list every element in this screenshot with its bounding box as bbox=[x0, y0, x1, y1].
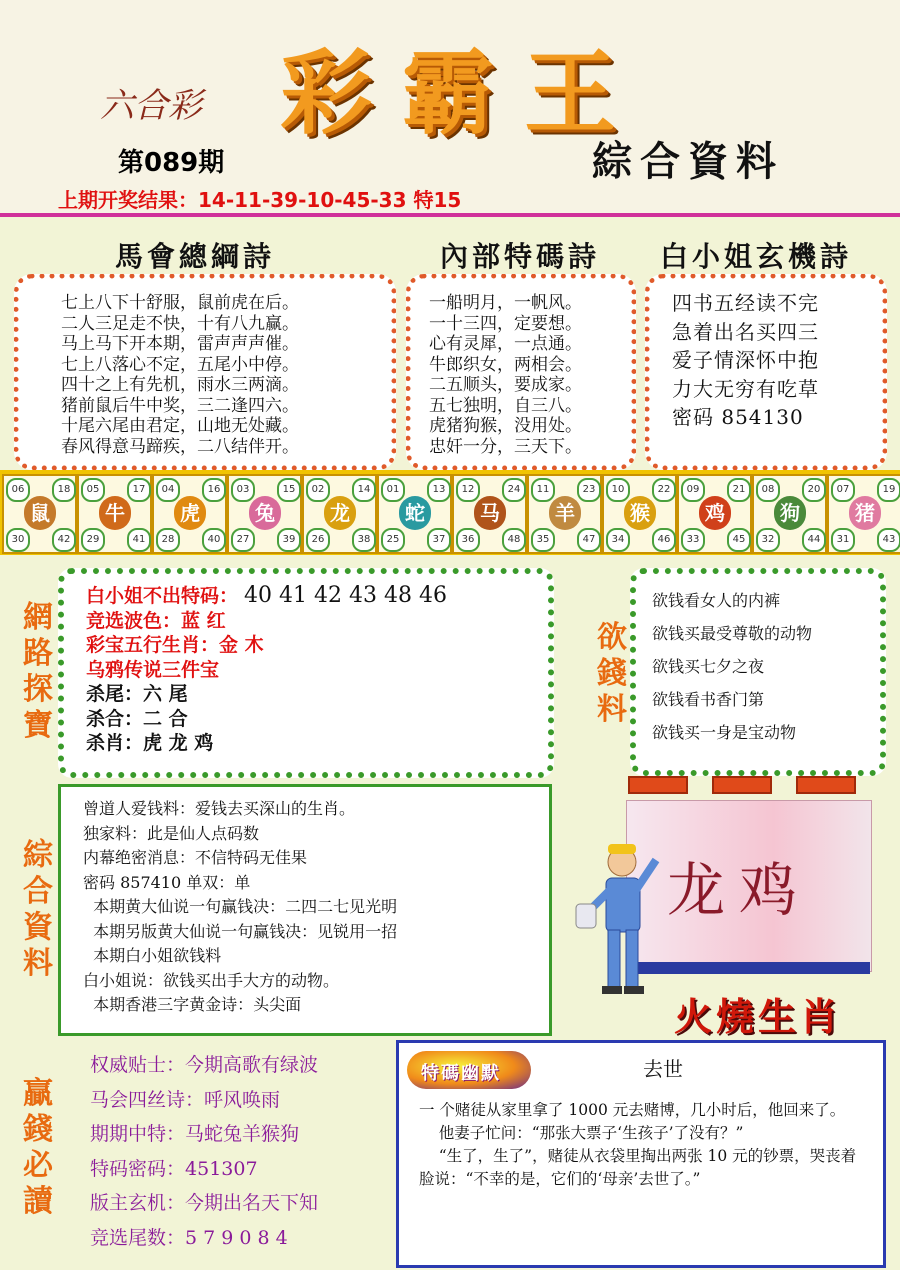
zodiac-number: 04 bbox=[156, 478, 180, 502]
humor-text bbox=[419, 1099, 865, 1191]
humor-paragraph: 一 个赌徒从家里拿了 1000 元去赌博，几小时后，他回来了。 bbox=[419, 1101, 846, 1119]
zodiac-number: 10 bbox=[606, 478, 630, 502]
no-special-label: 白小姐不出特码： bbox=[86, 585, 239, 607]
zodiac-card bbox=[377, 474, 452, 554]
poem-line: 五七独明，自三八。 bbox=[429, 395, 582, 416]
zodiac-number: 27 bbox=[231, 528, 255, 552]
zodiac-card bbox=[227, 474, 302, 554]
mid-poem-lines bbox=[429, 293, 582, 457]
zodiac-number: 28 bbox=[156, 528, 180, 552]
zonghe-line: 密码 857410 单双：单 bbox=[83, 872, 251, 892]
zonghe-lines bbox=[83, 797, 397, 1018]
side-label-char: 寶 bbox=[23, 708, 53, 743]
board-post-1 bbox=[628, 776, 688, 794]
yingqian-label: 期期中特： bbox=[90, 1123, 186, 1145]
zodiac-number: 42 bbox=[52, 528, 76, 552]
zodiac-number: 01 bbox=[381, 478, 405, 502]
side-label-char: 讀 bbox=[23, 1184, 53, 1219]
poem-line: 爱子情深怀中抱 bbox=[672, 348, 819, 372]
zodiac-number: 47 bbox=[577, 528, 601, 552]
zodiac-card bbox=[752, 474, 827, 554]
zonghe-line: 白小姐说：欲钱买出手大方的动物。 bbox=[83, 970, 340, 990]
poem-line: 心有灵犀，一点通。 bbox=[429, 334, 582, 354]
poem-line: 密码 854130 bbox=[672, 405, 804, 429]
poem-line: 急着出名买四三 bbox=[672, 319, 819, 344]
side-label-char: 欲 bbox=[597, 620, 627, 655]
zonghe-line: 本期白小姐欲钱料 bbox=[83, 946, 222, 965]
yuqian-item: 欲钱看女人的内裤 bbox=[652, 591, 781, 610]
yingqian-label: 特码密码： bbox=[90, 1157, 186, 1180]
poem-line: 四书五经读不完 bbox=[672, 291, 819, 315]
zonghe-side-label bbox=[20, 838, 56, 982]
yingqian-row bbox=[90, 1085, 280, 1117]
side-label-char: 錢 bbox=[23, 1112, 53, 1147]
side-label-char: 路 bbox=[23, 636, 53, 671]
humor-paragraph: “生了，生了”，赌徒从衣袋里掏出两张 10 元的钞票，哭丧着脸说：“不幸的是，它们的‘母亲’去世了。” bbox=[419, 1147, 857, 1188]
zonghe-box bbox=[58, 784, 552, 1036]
zodiac-card bbox=[677, 474, 752, 554]
side-label-char: 錢 bbox=[597, 656, 627, 691]
zodiac-number: 12 bbox=[456, 478, 480, 502]
yingqian-value: 今期高歌有绿波 bbox=[185, 1054, 319, 1076]
zodiac-number: 33 bbox=[681, 528, 705, 552]
yingqian-value: 今期出名天下知 bbox=[185, 1192, 319, 1214]
crow-legend: 乌鸦传说三件宝 bbox=[86, 658, 220, 681]
poem-line: 猪前鼠后牛中奖，三二逢四六。 bbox=[61, 395, 299, 416]
zodiac-number: 05 bbox=[81, 478, 105, 502]
poem-line: 忠奸一分，三天下。 bbox=[429, 436, 582, 457]
zodiac-number: 37 bbox=[427, 528, 451, 552]
right-poem-lines bbox=[672, 289, 819, 432]
zonghe-line: 本期香港三字黄金诗：头尖面 bbox=[83, 995, 302, 1014]
zodiac-number: 08 bbox=[756, 478, 780, 502]
zodiac-number: 03 bbox=[231, 478, 255, 502]
signboard-base bbox=[626, 962, 870, 974]
zodiac-card bbox=[527, 474, 602, 554]
kill-he: 杀合：二 合 bbox=[86, 707, 188, 730]
left-poem-box bbox=[14, 274, 396, 470]
wave-color: 竞选波色：蓝 红 bbox=[86, 609, 226, 632]
zodiac-strip bbox=[0, 470, 900, 555]
zodiac-animal-icon: 牛 bbox=[99, 496, 131, 530]
side-label-char: 資 bbox=[23, 910, 53, 945]
zonghe-line: 独家料：此是仙人点码数 bbox=[83, 823, 260, 843]
last-result-label: 上期开奖结果： bbox=[58, 188, 198, 212]
humor-title: 去世 bbox=[643, 1057, 683, 1081]
side-label-char: 必 bbox=[23, 1148, 53, 1183]
zodiac-number: 45 bbox=[727, 528, 751, 552]
mid-poem-box bbox=[406, 274, 636, 470]
last-result-special: 特15 bbox=[413, 188, 462, 212]
brand-subtitle: 綜合資料 bbox=[592, 138, 784, 185]
yingqian-row bbox=[90, 1223, 288, 1255]
zodiac-number: 35 bbox=[531, 528, 555, 552]
zodiac-number: 25 bbox=[381, 528, 405, 552]
side-label-char: 贏 bbox=[23, 1076, 53, 1111]
zodiac-animal-icon: 鼠 bbox=[24, 496, 56, 530]
zodiac-animal-icon: 兔 bbox=[249, 496, 281, 530]
wuxing: 彩宝五行生肖：金 木 bbox=[86, 634, 264, 656]
zodiac-number: 22 bbox=[652, 478, 676, 502]
poem-line: 一船明月，一帆风。 bbox=[429, 293, 582, 313]
yingqian-row bbox=[90, 1119, 299, 1151]
left-poem-title: 馬會總綱詩 bbox=[115, 240, 276, 273]
zodiac-number: 26 bbox=[306, 528, 330, 552]
yuqian-side-label bbox=[594, 620, 630, 728]
humor-paragraph: 他妻子忙问：“那张大票子‘生孩子’了没有？” bbox=[419, 1124, 744, 1142]
wanglu-box bbox=[58, 568, 554, 778]
zodiac-number: 32 bbox=[756, 528, 780, 552]
painter-figure bbox=[566, 840, 662, 1000]
wanglu-content bbox=[86, 584, 447, 756]
zodiac-animal-icon: 龙 bbox=[324, 496, 356, 530]
side-label-char: 綜 bbox=[23, 838, 53, 873]
brand-title: 彩霸王 bbox=[280, 39, 647, 147]
yingqian-label: 版主玄机： bbox=[90, 1192, 186, 1214]
zonghe-line: 本期黄大仙说一句赢钱决：二四二七见光明 bbox=[83, 897, 398, 916]
board-post-3 bbox=[796, 776, 856, 794]
zodiac-number: 23 bbox=[577, 478, 601, 502]
right-poem-box bbox=[645, 274, 887, 470]
zodiac-number: 14 bbox=[352, 478, 376, 502]
board-post-2 bbox=[712, 776, 772, 794]
zodiac-card bbox=[152, 474, 227, 554]
humor-box bbox=[396, 1040, 886, 1268]
poem-line: 一十三四，定要想。 bbox=[429, 313, 582, 334]
yingqian-value: 呼风唤雨 bbox=[204, 1088, 281, 1111]
kill-tail: 杀尾：六 尾 bbox=[86, 683, 188, 705]
zodiac-number: 20 bbox=[802, 478, 826, 502]
signboard bbox=[626, 800, 872, 972]
zodiac-card bbox=[2, 474, 77, 554]
yingqian-row bbox=[90, 1188, 318, 1220]
zodiac-animal-icon: 猴 bbox=[624, 496, 656, 530]
zodiac-number: 09 bbox=[681, 478, 705, 502]
yingqian-value: 马蛇兔羊猴狗 bbox=[185, 1123, 300, 1145]
yingqian-row bbox=[90, 1154, 258, 1186]
no-special-row bbox=[86, 584, 447, 609]
yingqian-value: 451307 bbox=[185, 1157, 258, 1180]
yuqian-item: 欲钱买七夕之夜 bbox=[652, 657, 765, 676]
kill-xiao: 杀肖：虎 龙 鸡 bbox=[86, 732, 214, 754]
zodiac-number: 31 bbox=[831, 528, 855, 552]
last-result-numbers: 14-11-39-10-45-33 bbox=[198, 188, 407, 212]
zodiac-number: 38 bbox=[352, 528, 376, 552]
zodiac-card bbox=[827, 474, 900, 554]
zodiac-number: 13 bbox=[427, 478, 451, 502]
side-label-char: 料 bbox=[597, 692, 627, 727]
zodiac-animal-icon: 猪 bbox=[849, 496, 881, 530]
board-text: 龙鸡 bbox=[667, 856, 812, 924]
zodiac-number: 40 bbox=[202, 528, 226, 552]
humor-badge-text: 特碼幽默 bbox=[421, 1063, 501, 1084]
yingqian-value: 5 7 9 0 8 4 bbox=[185, 1226, 288, 1249]
side-label-char: 料 bbox=[23, 946, 53, 981]
poem-line: 牛郎织女，两相会。 bbox=[429, 354, 582, 375]
brand-small: 六合彩 bbox=[100, 86, 202, 126]
zodiac-card bbox=[452, 474, 527, 554]
mid-poem-title: 內部特碼詩 bbox=[440, 240, 601, 273]
zodiac-number: 43 bbox=[877, 528, 900, 552]
zodiac-number: 34 bbox=[606, 528, 630, 552]
side-label-char: 探 bbox=[23, 672, 53, 707]
zodiac-number: 07 bbox=[831, 478, 855, 502]
zodiac-number: 21 bbox=[727, 478, 751, 502]
zonghe-line: 曾道人爱钱料：爱钱去买深山的生肖。 bbox=[83, 799, 356, 818]
zodiac-number: 29 bbox=[81, 528, 105, 552]
poem-line: 力大无穷有吃草 bbox=[672, 376, 819, 401]
poem-line: 春风得意马蹄疾，二八结伴开。 bbox=[61, 436, 299, 457]
zodiac-number: 02 bbox=[306, 478, 330, 502]
zodiac-animal-icon: 狗 bbox=[774, 496, 806, 530]
poem-line: 虎猪狗猴，没用处。 bbox=[429, 416, 582, 436]
zodiac-animal-icon: 鸡 bbox=[699, 496, 731, 530]
yingqian-row bbox=[90, 1050, 318, 1082]
zodiac-number: 11 bbox=[531, 478, 555, 502]
yuqian-box bbox=[630, 568, 886, 776]
poem-line: 七上八下十舒服，鼠前虎在后。 bbox=[61, 293, 299, 313]
yuqian-list bbox=[652, 584, 812, 749]
zodiac-number: 36 bbox=[456, 528, 480, 552]
right-poem-title: 白小姐玄機詩 bbox=[660, 240, 853, 273]
painter-caption: 火燒生肖 bbox=[674, 994, 843, 1039]
zodiac-number: 18 bbox=[52, 478, 76, 502]
yingqian-side-label bbox=[20, 1076, 56, 1220]
poem-line: 马上马下开本期，雷声声声催。 bbox=[61, 334, 299, 354]
zodiac-number: 48 bbox=[502, 528, 526, 552]
zodiac-animal-icon: 虎 bbox=[174, 496, 206, 530]
zodiac-number: 16 bbox=[202, 478, 226, 502]
zodiac-number: 46 bbox=[652, 528, 676, 552]
zodiac-number: 44 bbox=[802, 528, 826, 552]
poem-line: 二五顺头，要成家。 bbox=[429, 375, 582, 395]
wanglu-side-label bbox=[20, 600, 56, 744]
zodiac-card bbox=[602, 474, 677, 554]
zodiac-number: 39 bbox=[277, 528, 301, 552]
yingqian-label: 权威贴士： bbox=[90, 1054, 186, 1076]
zodiac-number: 19 bbox=[877, 478, 900, 502]
yuqian-item: 欲钱看书香门第 bbox=[652, 690, 765, 709]
header-divider bbox=[0, 213, 900, 217]
humor-badge bbox=[407, 1051, 531, 1089]
poem-line: 十尾六尾由君定，山地无处藏。 bbox=[61, 416, 299, 436]
no-special-numbers: 40 41 42 43 48 46 bbox=[244, 583, 447, 608]
zodiac-number: 24 bbox=[502, 478, 526, 502]
side-label-char: 網 bbox=[23, 600, 53, 635]
last-result bbox=[58, 184, 461, 213]
poem-line: 七上八落心不定，五尾小中停。 bbox=[61, 354, 299, 375]
zodiac-number: 41 bbox=[127, 528, 151, 552]
zodiac-animal-icon: 蛇 bbox=[399, 496, 431, 530]
left-poem-lines bbox=[61, 293, 299, 457]
zodiac-number: 06 bbox=[6, 478, 30, 502]
poem-line: 四十之上有先机，雨水三两滴。 bbox=[61, 375, 299, 395]
zodiac-animal-icon: 马 bbox=[474, 496, 506, 530]
poem-line: 二人三足走不快，十有八九赢。 bbox=[61, 313, 299, 334]
yingqian-label: 竞选尾数： bbox=[90, 1226, 186, 1249]
zodiac-number: 30 bbox=[6, 528, 30, 552]
yingqian-label: 马会四丝诗： bbox=[90, 1088, 205, 1111]
yuqian-item: 欲钱买一身是宝动物 bbox=[652, 723, 797, 742]
zonghe-line: 内幕绝密消息：不信特码无佳果 bbox=[83, 848, 308, 867]
zodiac-card bbox=[77, 474, 152, 554]
issue-number: 第089期 bbox=[118, 148, 225, 178]
yuqian-item: 欲钱买最受尊敬的动物 bbox=[652, 624, 813, 643]
side-label-char: 合 bbox=[23, 874, 53, 909]
zodiac-animal-icon: 羊 bbox=[549, 496, 581, 530]
zonghe-line: 本期另版黄大仙说一句赢钱决：见锐用一招 bbox=[83, 921, 398, 941]
zodiac-number: 17 bbox=[127, 478, 151, 502]
zodiac-card bbox=[302, 474, 377, 554]
zodiac-number: 15 bbox=[277, 478, 301, 502]
